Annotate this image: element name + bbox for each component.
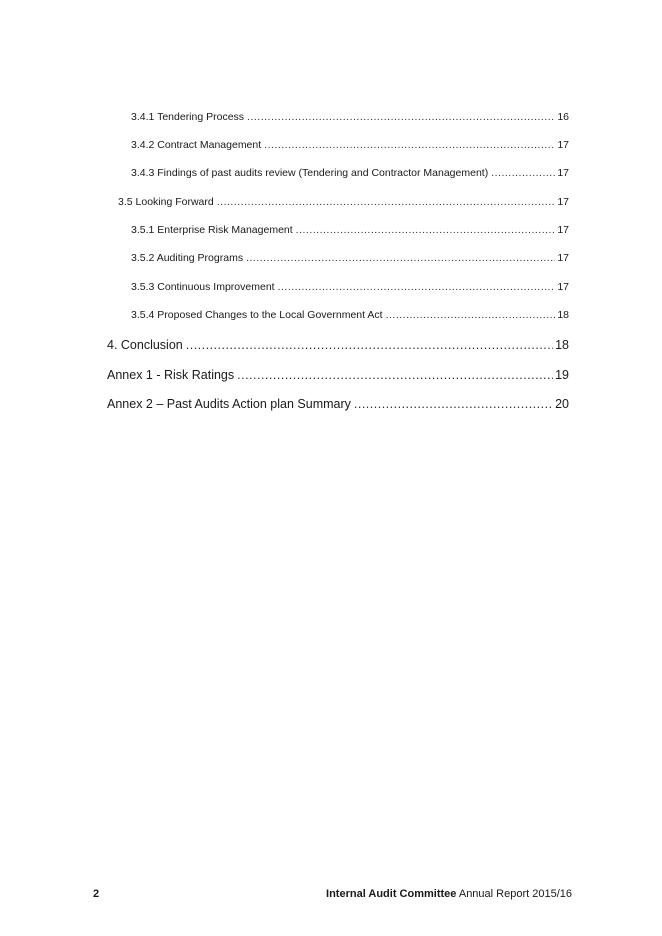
toc-entry-title: 3.5.2 Auditing Programs	[131, 252, 244, 264]
toc-leader-dots	[246, 252, 555, 264]
toc-leader-dots	[186, 338, 553, 352]
footer-report-title	[326, 888, 572, 900]
toc-entry-title: 3.5.4 Proposed Changes to the Local Government Act	[131, 309, 383, 321]
footer-page-number: 2	[93, 888, 100, 900]
toc-entry-page: 19	[555, 368, 569, 382]
toc-leader-dots	[264, 139, 555, 151]
toc-leader-dots	[354, 397, 553, 411]
toc-entry[interactable]	[131, 281, 569, 293]
toc-entry-title: Annex 2 – Past Audits Action plan Summary	[107, 397, 351, 411]
toc-entry-page: 17	[557, 252, 569, 264]
toc-entry-title: 4. Conclusion	[107, 338, 183, 352]
toc-entry-title: 3.5.3 Continuous Improvement	[131, 281, 275, 293]
toc-entry[interactable]	[107, 368, 569, 382]
toc-entry-page: 17	[557, 139, 569, 151]
toc-entry-page: 17	[557, 196, 569, 208]
toc-entry[interactable]	[118, 196, 569, 208]
toc-entry-page: 17	[557, 224, 569, 236]
toc-entry-page: 18	[557, 309, 569, 321]
toc-entry[interactable]	[131, 111, 569, 123]
toc-entry[interactable]	[131, 224, 569, 236]
toc-entry[interactable]	[107, 338, 569, 352]
toc-entry-title: Annex 1 - Risk Ratings	[107, 368, 235, 382]
toc-entry-title: 3.4.1 Tendering Process	[131, 111, 245, 123]
toc-leader-dots	[296, 224, 556, 236]
toc-entry-title: 3.4.2 Contract Management	[131, 139, 262, 151]
toc-entry[interactable]	[131, 252, 569, 264]
footer-committee-name: Internal Audit Committee	[326, 888, 457, 900]
toc-entry-title: 3.4.3 Findings of past audits review (Tendering and Contractor Management)	[131, 167, 489, 179]
toc-entry-page: 20	[555, 397, 569, 411]
toc-leader-dots	[386, 309, 556, 321]
toc-entry-title: 3.5.1 Enterprise Risk Management	[131, 224, 293, 236]
toc-entry[interactable]	[131, 309, 569, 321]
toc-leader-dots	[278, 281, 556, 293]
toc-leader-dots	[217, 196, 556, 208]
toc-entry-page: 18	[555, 338, 569, 352]
toc-entry-page: 16	[557, 111, 569, 123]
toc-entry-title: 3.5 Looking Forward	[118, 196, 214, 208]
toc-entry[interactable]	[131, 167, 569, 179]
toc-entry-page: 17	[557, 281, 569, 293]
toc-leader-dots	[237, 368, 553, 382]
toc-leader-dots	[247, 111, 555, 123]
toc-entry[interactable]	[107, 397, 569, 411]
toc-entry[interactable]	[131, 139, 569, 151]
toc-entry-page: 17	[557, 167, 569, 179]
toc-leader-dots	[491, 167, 555, 179]
footer-report-name: Annual Report 2015/16	[456, 888, 572, 900]
